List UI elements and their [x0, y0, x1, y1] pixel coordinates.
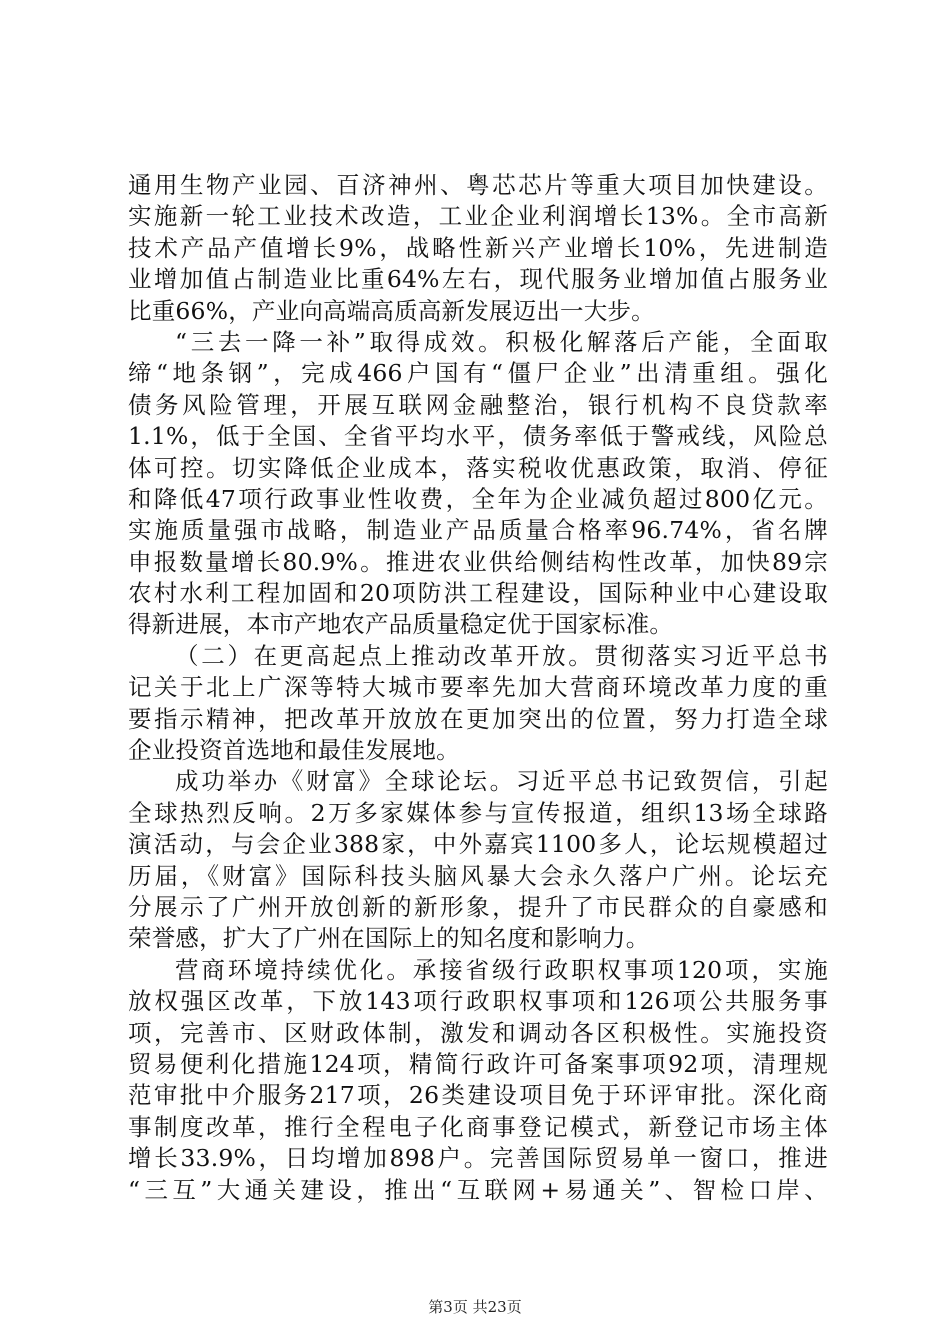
page-footer: 第3页 共23页: [428, 1298, 522, 1316]
text-line: 比重66%，产业向高端高质高新发展迈出一大步。: [128, 296, 655, 325]
text-line: 增长33.9%，日均增加898户。完善国际贸易单一窗口，推进: [128, 1144, 828, 1173]
text-line: 技术产品产值增长9%，战略性新兴产业增长10%，先进制造: [128, 233, 828, 262]
text-line: 要指示精神，把改革开放放在更加突出的位置，努力打造全球: [128, 704, 828, 733]
text-line: 放权强区改革，下放143项行政职权事项和126项公共服务事: [128, 987, 828, 1016]
text-line: 体可控。切实降低企业成本，落实税收优惠政策，取消、停征: [128, 453, 828, 482]
text-line: 范审批中介服务217项，26类建设项目免于环评审批。深化商: [128, 1081, 828, 1110]
text-line: 贸易便利化措施124项，精简行政许可备案事项92项，清理规: [128, 1049, 828, 1078]
text-line: 记关于北上广深等特大城市要率先加大营商环境改革力度的重: [128, 673, 828, 702]
text-line: 历届，《财富》国际科技头脑风暴大会永久落户广州。论坛充: [128, 861, 828, 890]
text-line: 债务风险管理，开展互联网金融整治，银行机构不良贷款率: [128, 390, 828, 419]
text-line: 事制度改革，推行全程电子化商事登记模式，新登记市场主体: [128, 1112, 828, 1141]
text-line: 分展示了广州开放创新的新形象，提升了市民群众的自豪感和: [128, 892, 828, 921]
text-line: 实施新一轮工业技术改造，工业企业利润增长13%。全市高新: [128, 202, 828, 231]
text-line: 和降低47项行政事业性收费，全年为企业减负超过800亿元。: [128, 484, 828, 513]
text-line: 农村水利工程加固和20项防洪工程建设，国际种业中心建设取: [128, 579, 828, 608]
text-line: “三去一降一补”取得成效。积极化解落后产能，全面取: [175, 327, 828, 356]
text-line: 企业投资首选地和最佳发展地。: [128, 736, 460, 765]
text-line: 申报数量增长80.9%。推进农业供给侧结构性改革，加快89宗: [128, 547, 828, 576]
text-line: 演活动，与会企业388家，中外嘉宾1100多人，论坛规模超过: [128, 830, 828, 859]
text-line: 缔“地条钢”，完成466户国有“僵尸企业”出清重组。强化: [128, 359, 828, 388]
text-line: 项，完善市、区财政体制，激发和调动各区积极性。实施投资: [128, 1018, 828, 1047]
body-text: [128, 170, 828, 1206]
text-line: 通用生物产业园、百济神州、粤芯芯片等重大项目加快建设。: [128, 171, 828, 199]
text-line: （二）在更高起点上推动改革开放。贯彻落实习近平总书: [175, 641, 828, 670]
text-line: 实施质量强市战略，制造业产品质量合格率96.74%，省名牌: [128, 516, 828, 545]
text-line: “三互”大通关建设，推出“互联网+易通关”、智检口岸、: [128, 1175, 828, 1204]
text-line: 成功举办《财富》全球论坛。习近平总书记致贺信，引起: [175, 767, 828, 796]
text-line: 得新进展，本市产地农产品质量稳定优于国家标准。: [128, 610, 674, 639]
text-line: 全球热烈反响。2万多家媒体参与宣传报道，组织13场全球路: [128, 798, 828, 827]
text-line: 荣誉感，扩大了广州在国际上的知名度和影响力。: [128, 924, 650, 953]
text-line: 业增加值占制造业比重64%左右，现代服务业增加值占服务业: [128, 265, 828, 294]
text-line: 营商环境持续优化。承接省级行政职权事项120项，实施: [175, 955, 828, 984]
text-line: 1.1%，低于全国、全省平均水平，债务率低于警戒线，风险总: [128, 422, 828, 451]
